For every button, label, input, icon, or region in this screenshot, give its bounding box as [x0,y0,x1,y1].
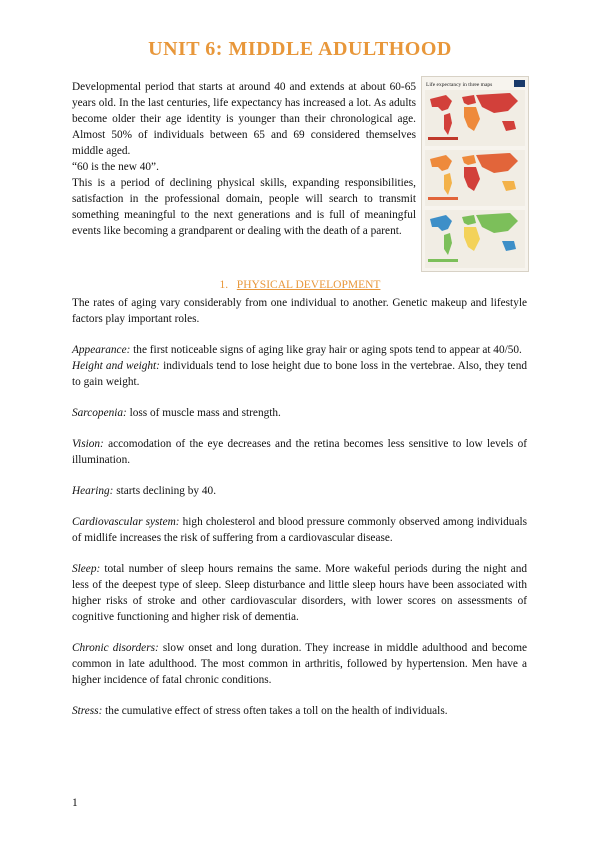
map-3 [425,210,525,268]
item-stress [72,703,527,719]
item-sarcopenia [72,405,527,421]
map-2 [425,150,525,206]
item-height-weight [72,358,527,390]
intro-text [72,79,416,239]
page-title: UNIT 6: MIDDLE ADULTHOOD [148,38,452,60]
term-description: accomodation of the eye decreases and the retina becomes less sensitive to low levels of illumination. [72,438,527,466]
term-description: total number of sleep hours remains the same. More wakeful periods during the night and less of the deepest type of sleep. Sleep disturbance and little sleep hours have been associated with higher risks of stroke and other cardiovascular disorders, with lower scores on assessments of cognitive functioning and higher risk of dementia. [72,563,527,623]
term-description: high cholesterol and blood pressure commonly observed among individuals of midlife increases the risk of suffering from a cardiovascular disease. [72,516,527,544]
section-title: PHYSICAL DEVELOPMENT [236,279,381,291]
section-number: 1. [219,279,229,291]
term-description: slow onset and long duration. They increase in middle adulthood and become common in late adulthood. The most common in arthritis, followed by hypertension. Men have a higher incidence of fatal chronic conditions. [72,642,527,686]
term-description: the cumulative effect of stress often takes a toll on the health of individuals. [102,705,448,717]
term-description: starts declining by 40. [113,485,217,497]
term-label: Hearing: [72,485,114,497]
term-label: Cardiovascular system: [72,516,180,528]
term-label: Sarcopenia: [72,407,127,419]
section-heading [0,279,600,291]
term-label: Stress: [72,705,103,717]
item-sleep [72,561,527,625]
item-appearance [72,342,527,358]
life-expectancy-maps-figure [421,76,529,272]
figure-caption: Life expectancy in three maps [426,82,493,88]
term-description: the first noticeable signs of aging like gray hair or aging spots tend to appear at 40/50. [130,344,522,356]
term-label: Height and weight: [72,360,160,372]
publisher-logo [514,80,525,87]
item-cardiovascular [72,514,527,546]
term-label: Vision: [72,438,104,450]
term-description: individuals tend to lose height due to bone loss in the vertebrae. Also, they tend to gain weight. [72,360,527,388]
term-label: Chronic disorders: [72,642,159,654]
item-vision [72,436,527,468]
world-maps-image [422,77,528,271]
term-label: Appearance: [72,344,131,356]
item-chronic-disorders [72,640,527,688]
intro-paragraph-1: Developmental period that starts at around 40 and extends at about 60-65 years old. In the last centuries, life expectancy has increased a lot. As adults become older their age identity is younger than their chronological age. Almost 50% of individuals between 65 and 69 considered themselves middle aged. [72,81,416,157]
body-text [72,295,527,719]
item-hearing [72,483,527,499]
term-label: Sleep: [72,563,101,575]
map-1 [425,90,525,146]
intro-quote: “60 is the new 40”. [72,161,159,173]
page-number: 1 [72,797,78,809]
lead-paragraph: The rates of aging vary considerably from one individual to another. Genetic makeup and lifestyle factors play important roles. [72,297,527,325]
intro-paragraph-2: This is a period of declining physical skills, expanding responsibilities, satisfaction in the professional domain, people will search to transmit something meaningful to the next generations and is full of meaningful events like becoming a grandparent or dealing with the death of a parent. [72,177,416,237]
term-description: loss of muscle mass and strength. [126,407,281,419]
